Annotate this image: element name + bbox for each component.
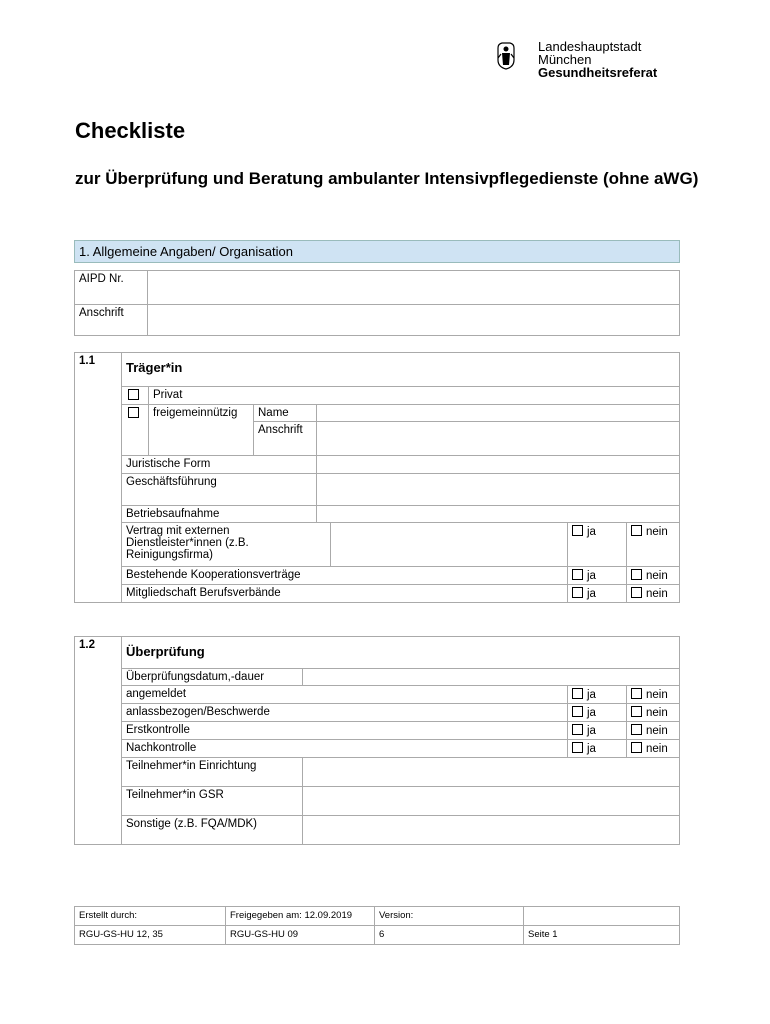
- first-yes-checkbox[interactable]: [572, 724, 583, 735]
- nonprofit-checkbox-cell: [122, 405, 149, 456]
- org-line-3: Gesundheitsreferat: [538, 65, 658, 80]
- follow-yes-checkbox[interactable]: [572, 742, 583, 753]
- coop-no-checkbox[interactable]: [631, 569, 642, 580]
- participants-gsr-label: Teilnehmer*in GSR: [122, 787, 303, 816]
- created-value: RGU-GS-HU 12, 35: [75, 926, 226, 945]
- section-1-table: [74, 270, 680, 336]
- section-1-1-number: 1.1: [75, 353, 122, 603]
- membership-yes-checkbox[interactable]: [572, 587, 583, 598]
- private-checkbox-cell: [122, 387, 149, 405]
- contract-no-checkbox[interactable]: [631, 525, 642, 536]
- complaint-yes-checkbox[interactable]: [572, 706, 583, 717]
- aipd-field[interactable]: [148, 271, 680, 305]
- org-line-2: München: [538, 52, 592, 67]
- contract-no-label: nein: [646, 526, 668, 538]
- coop-label: Bestehende Kooperationsverträge: [122, 567, 568, 585]
- page-title: Checkliste: [75, 118, 186, 143]
- management-field[interactable]: [317, 474, 680, 506]
- first-check-label: Erstkontrolle: [122, 722, 568, 740]
- announced-label: angemeldet: [122, 686, 568, 704]
- contract-yes-label: ja: [587, 526, 596, 538]
- legal-form-label: Juristische Form: [122, 456, 317, 474]
- contract-yes-checkbox[interactable]: [572, 525, 583, 536]
- management-label: Geschäftsführung: [122, 474, 317, 506]
- footer-table: [74, 906, 680, 945]
- announced-no-checkbox[interactable]: [631, 688, 642, 699]
- carrier-name-field[interactable]: [317, 405, 680, 422]
- section-1-header: [74, 240, 680, 263]
- carrier-address-label: Anschrift: [254, 422, 317, 456]
- version-label: Version:: [375, 907, 524, 926]
- coop-yes-checkbox[interactable]: [572, 569, 583, 580]
- membership-yes-label: ja: [587, 588, 596, 600]
- participants-facility-label: Teilnehmer*in Einrichtung: [122, 758, 303, 787]
- review-date-label: Überprüfungsdatum,-dauer: [122, 669, 303, 686]
- address-label: Anschrift: [75, 305, 148, 336]
- announced-no-label: nein: [646, 689, 668, 701]
- nonprofit-checkbox[interactable]: [128, 407, 139, 418]
- page-number: Seite 1: [524, 926, 680, 945]
- org-logo-text: [538, 40, 657, 79]
- legal-form-field[interactable]: [317, 456, 680, 474]
- carrier-address-field[interactable]: [317, 422, 680, 456]
- participants-facility-field[interactable]: [303, 758, 680, 787]
- org-line-1: Landeshauptstadt: [538, 39, 642, 54]
- released-label: Freigegeben am: 12.09.2019: [226, 907, 375, 926]
- private-label: Privat: [149, 387, 680, 405]
- review-date-field[interactable]: [303, 669, 680, 686]
- follow-no-label: nein: [646, 743, 668, 755]
- complaint-label: anlassbezogen/Beschwerde: [122, 704, 568, 722]
- section-1-1-table: [74, 352, 680, 603]
- first-yes-label: ja: [587, 725, 596, 737]
- complaint-no-label: nein: [646, 707, 668, 719]
- other-label: Sonstige (z.B. FQA/MDK): [122, 816, 303, 845]
- footer-empty-cell: [524, 907, 680, 926]
- aipd-label: AIPD Nr.: [75, 271, 148, 305]
- complaint-no-checkbox[interactable]: [631, 706, 642, 717]
- participants-gsr-field[interactable]: [303, 787, 680, 816]
- version-value: 6: [375, 926, 524, 945]
- announced-yes-checkbox[interactable]: [572, 688, 583, 699]
- coop-no-label: nein: [646, 570, 668, 582]
- section-1-2-heading: Überprüfung: [122, 637, 680, 669]
- first-no-checkbox[interactable]: [631, 724, 642, 735]
- membership-no-checkbox[interactable]: [631, 587, 642, 598]
- other-field[interactable]: [303, 816, 680, 845]
- follow-check-label: Nachkontrolle: [122, 740, 568, 758]
- section-1-heading: 1. Allgemeine Angaben/ Organisation: [75, 241, 680, 263]
- contract-label: Vertrag mit externen Dienstleister*innen (z.B. Reinigungsfirma): [122, 523, 331, 567]
- address-field[interactable]: [148, 305, 680, 336]
- section-1-2-number: 1.2: [75, 637, 122, 845]
- section-1-1-heading: Träger*in: [122, 353, 680, 387]
- complaint-yes-label: ja: [587, 707, 596, 719]
- first-no-label: nein: [646, 725, 668, 737]
- coop-yes-label: ja: [587, 570, 596, 582]
- released-value: RGU-GS-HU 09: [226, 926, 375, 945]
- munich-coat-of-arms-icon: [494, 40, 518, 70]
- follow-no-checkbox[interactable]: [631, 742, 642, 753]
- page-subtitle: zur Überprüfung und Beratung ambulanter Intensivpflegedienste (ohne aWG): [75, 169, 699, 188]
- membership-no-label: nein: [646, 588, 668, 600]
- membership-label: Mitgliedschaft Berufsverbände: [122, 585, 568, 603]
- private-checkbox[interactable]: [128, 389, 139, 400]
- created-label: Erstellt durch:: [75, 907, 226, 926]
- carrier-name-label: Name: [254, 405, 317, 422]
- follow-yes-label: ja: [587, 743, 596, 755]
- start-label: Betriebsaufnahme: [122, 506, 317, 523]
- nonprofit-label: freigemeinnützig: [149, 405, 254, 456]
- announced-yes-label: ja: [587, 689, 596, 701]
- section-1-2-table: [74, 636, 680, 845]
- contract-field[interactable]: [331, 523, 568, 567]
- start-field[interactable]: [317, 506, 680, 523]
